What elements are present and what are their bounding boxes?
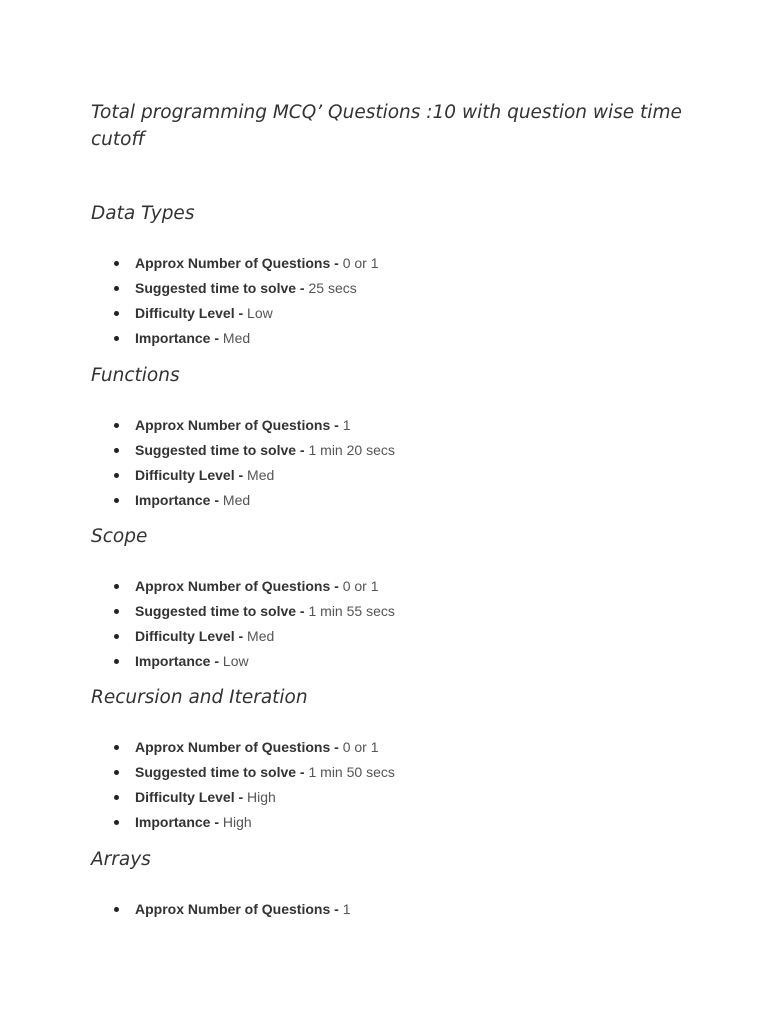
- list-item: [91, 301, 379, 326]
- item-label: Suggested time to solve -: [135, 280, 309, 296]
- item-label: Difficulty Level -: [135, 467, 248, 483]
- item-label: Difficulty Level -: [135, 305, 248, 321]
- list-item: [91, 735, 395, 760]
- bullet-dot-icon: [114, 498, 119, 503]
- bullet-dot-icon: [114, 311, 119, 316]
- bullet-dot-icon: [114, 659, 119, 664]
- bullet-dot-icon: [114, 584, 119, 589]
- item-value: 1: [342, 417, 351, 433]
- bullet-dot-icon: [114, 820, 119, 825]
- bullet-dot-icon: [114, 609, 119, 614]
- item-value: 1 min 55 secs: [308, 603, 395, 619]
- item-value: Low: [247, 305, 273, 321]
- item-label: Approx Number of Questions -: [135, 417, 343, 433]
- bullet-list: [91, 413, 395, 513]
- bullet-dot-icon: [114, 745, 119, 750]
- item-value: 25 secs: [308, 280, 357, 296]
- list-item: [91, 810, 395, 835]
- bullet-dot-icon: [114, 795, 119, 800]
- list-item: [91, 897, 350, 922]
- list-item: [91, 276, 379, 301]
- list-item: [91, 599, 395, 624]
- bullet-list: [91, 251, 379, 351]
- list-item: [91, 413, 395, 438]
- bullet-list: [91, 574, 395, 674]
- item-value: 1: [342, 901, 351, 917]
- item-label: Importance -: [135, 492, 223, 508]
- item-label: Approx Number of Questions -: [135, 578, 343, 594]
- list-item: [91, 760, 395, 785]
- item-value: High: [222, 814, 252, 830]
- item-value: 1 min 20 secs: [308, 442, 395, 458]
- item-value: High: [247, 789, 276, 805]
- bullet-dot-icon: [114, 770, 119, 775]
- section-data-types: [91, 201, 711, 346]
- item-value: 1 min 50 secs: [308, 764, 395, 780]
- section-scope: [91, 524, 711, 669]
- item-label: Suggested time to solve -: [135, 764, 309, 780]
- list-item: [91, 463, 395, 488]
- list-item: [91, 438, 395, 463]
- item-label: Suggested time to solve -: [135, 442, 309, 458]
- item-label: Approx Number of Questions -: [135, 901, 343, 917]
- bullet-dot-icon: [114, 336, 119, 341]
- bullet-dot-icon: [114, 907, 119, 912]
- item-value: Low: [222, 653, 249, 669]
- bullet-list: [91, 897, 350, 922]
- item-label: Importance -: [135, 653, 223, 669]
- item-value: 0 or 1: [342, 255, 379, 271]
- section-arrays: [91, 847, 711, 917]
- section-heading: Scope: [91, 526, 148, 547]
- list-item: [91, 574, 395, 599]
- item-value: Med: [222, 330, 251, 346]
- list-item: [91, 326, 379, 351]
- list-item: [91, 488, 395, 513]
- section-heading: Recursion and Iteration: [91, 687, 308, 708]
- item-label: Difficulty Level -: [135, 628, 248, 644]
- bullet-dot-icon: [114, 423, 119, 428]
- list-item: [91, 624, 395, 649]
- item-value: Med: [247, 467, 275, 483]
- list-item: [91, 649, 395, 674]
- item-value: 0 or 1: [342, 739, 379, 755]
- section-functions: [91, 363, 711, 508]
- item-label: Approx Number of Questions -: [135, 739, 343, 755]
- item-label: Difficulty Level -: [135, 789, 248, 805]
- section-heading: Data Types: [91, 203, 195, 224]
- item-value: 0 or 1: [342, 578, 379, 594]
- list-item: [91, 785, 395, 810]
- item-label: Importance -: [135, 330, 223, 346]
- item-value: Med: [247, 628, 275, 644]
- bullet-dot-icon: [114, 634, 119, 639]
- section-heading: Arrays: [91, 849, 151, 870]
- bullet-dot-icon: [114, 261, 119, 266]
- bullet-dot-icon: [114, 473, 119, 478]
- bullet-list: [91, 735, 395, 835]
- section-recursion-and-iteration: [91, 685, 711, 830]
- list-item: [91, 251, 379, 276]
- item-label: Approx Number of Questions -: [135, 255, 343, 271]
- item-value: Med: [222, 492, 251, 508]
- item-label: Suggested time to solve -: [135, 603, 309, 619]
- bullet-dot-icon: [114, 286, 119, 291]
- bullet-dot-icon: [114, 448, 119, 453]
- item-label: Importance -: [135, 814, 223, 830]
- section-heading: Functions: [91, 365, 180, 386]
- document-title: Total programming MCQ’ Questions :10 with question wise time cutoff: [91, 102, 682, 150]
